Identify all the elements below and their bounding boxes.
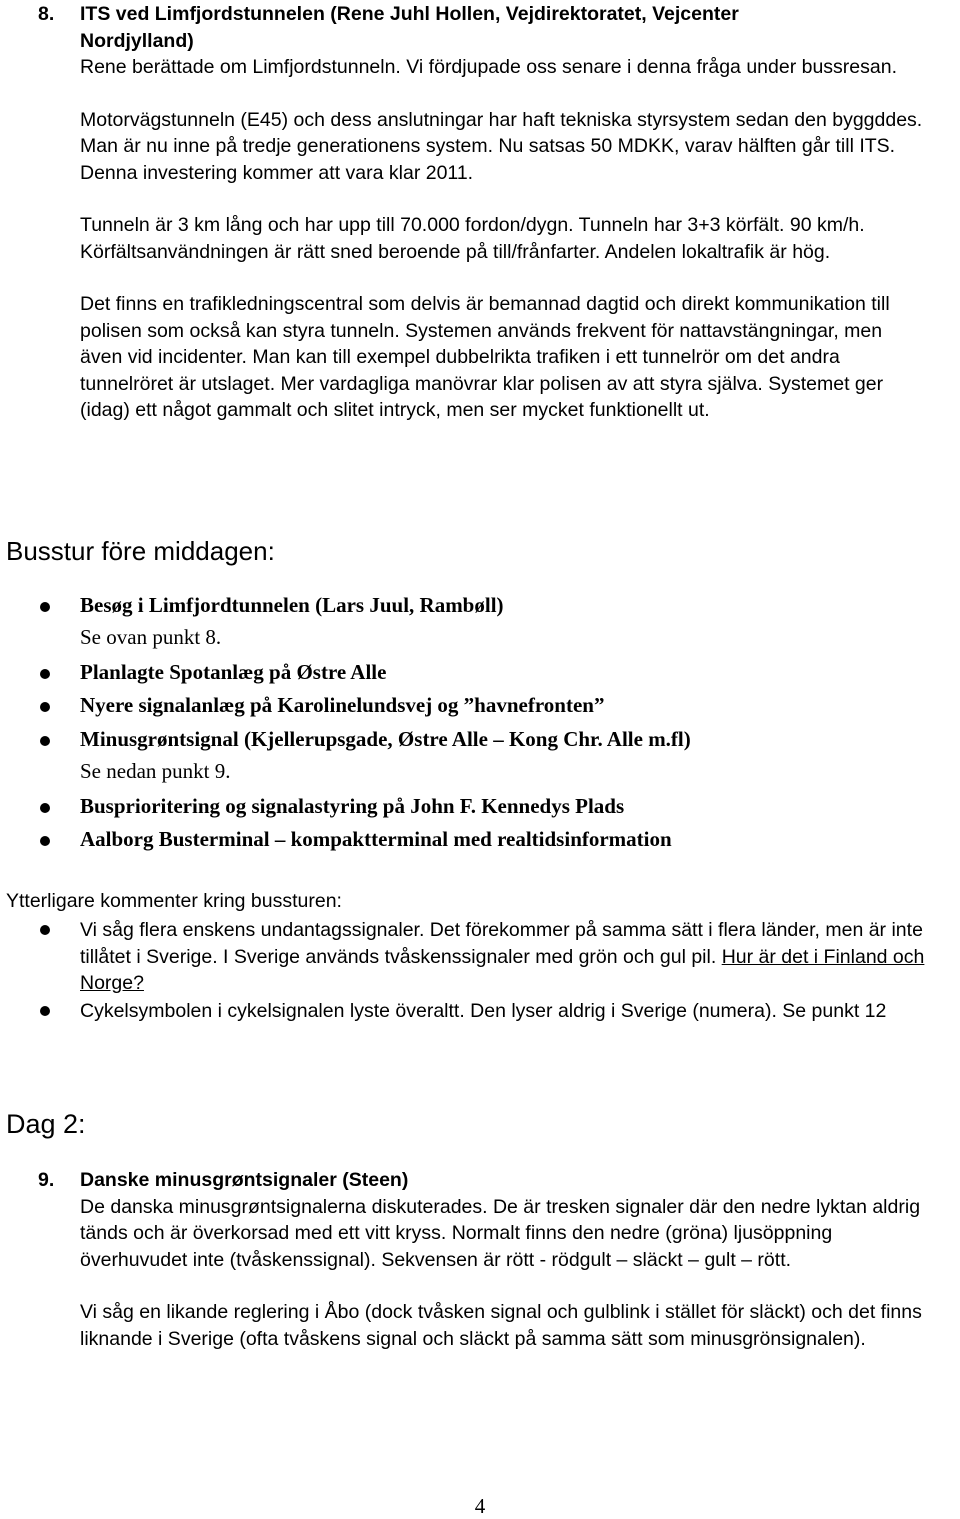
section-8-number: 8. bbox=[38, 3, 55, 25]
bullet-icon bbox=[40, 736, 50, 746]
section-8-heading bbox=[80, 1, 955, 54]
section-8-heading-line1: ITS ved Limfjordstunnelen (Rene Juhl Hollen, Vejdirektoratet, Vejcenter bbox=[80, 3, 739, 25]
section-8-paragraph-1: Motorvägstunneln (E45) och dess anslutningar har haft tekniska styrsystem sedan den byggddes. Man är nu inne på tredje generationens system. Nu satsas 50 MDKK, varav hälften går till ITS. Denna investering kommer att vara klar 2011. bbox=[80, 108, 923, 184]
list-item: Busprioritering og signalastyring på John F. Kennedys Plads bbox=[80, 794, 625, 818]
comments-item-1-text: Vi såg flera enskens undantagssignaler. Det förekommer på samma sätt i flera länder, men är inte tillåtet i Sverige. I Sverige används tvåskenssignaler med grön och gul pil. bbox=[80, 919, 923, 968]
bullet-icon bbox=[40, 669, 50, 679]
bullet-icon bbox=[40, 702, 50, 712]
bullet-icon bbox=[40, 803, 50, 813]
section-8-paragraph-2: Tunneln är 3 km lång och har upp till 70.000 fordon/dygn. Tunneln har 3+3 körfält. 90 km/h. Körfältsanvändningen är rätt sned beroende på till/frånfarter. Andelen lokaltrafik är hög. bbox=[80, 214, 865, 263]
section-8-body bbox=[80, 1, 955, 450]
list-item-note: Se nedan punkt 9. bbox=[80, 759, 231, 783]
list-item: Nyere signalanlæg på Karolinelundsvej og ”havnefronten” bbox=[80, 693, 605, 717]
bullet-icon bbox=[40, 1006, 50, 1016]
page-number: 4 bbox=[474, 1494, 486, 1518]
section-9-number: 9. bbox=[38, 1169, 55, 1191]
bullet-icon bbox=[40, 836, 50, 846]
section-8-paragraph-3: Det finns en trafikledningscentral som delvis är bemannad dagtid och direkt kommunikation till polisen som också kan styra tunneln. Systemen används frekvent för nattavstängningar, men även vid incidenter. Man kan till exempel dubbelrikta trafiken i ett tunnelrör om det andra tunnelröret är utslaget. Mer vardagliga manövrar klar polisen av att styra själva. Systemet ger (idag) ett något gammalt och slitet intryck, men ser mycket funktionellt ut. bbox=[80, 293, 890, 421]
day2-heading: Dag 2: bbox=[6, 1109, 86, 1139]
comments-item-2: Cykelsymbolen i cykelsignalen lyste överaltt. Den lyser aldrig i Sverige (numera). Se punkt 12 bbox=[80, 1000, 887, 1022]
comments-heading: Ytterligare kommenter kring bussturen: bbox=[6, 890, 342, 912]
list-item bbox=[80, 592, 950, 651]
bullet-icon bbox=[40, 925, 50, 935]
list-item: Planlagte Spotanlæg på Østre Alle bbox=[80, 660, 387, 684]
list-item-title: Besøg i Limfjordtunnelen (Lars Juul, Rambøll) bbox=[80, 593, 504, 617]
bustour-heading: Busstur före middagen: bbox=[6, 536, 275, 566]
bullet-icon bbox=[40, 602, 50, 612]
section-9-heading: Danske minusgrøntsignaler (Steen) bbox=[80, 1169, 409, 1191]
finland-norway-question: Hur är det i Finland och Norge? bbox=[80, 945, 925, 994]
list-item-title: Minusgrøntsignal (Kjellerupsgade, Østre Alle – Kong Chr. Alle m.fl) bbox=[80, 727, 691, 751]
list-item: Aalborg Busterminal – kompaktterminal med realtidsinformation bbox=[80, 827, 672, 851]
section-9-body bbox=[80, 1167, 955, 1378]
section-8-intro: Rene berättade om Limfjordstunneln. Vi fördjupade oss senare i denna fråga under bussresan. bbox=[80, 56, 897, 78]
list-item bbox=[80, 726, 950, 785]
section-8-heading-line2: Nordjylland) bbox=[80, 29, 194, 52]
comments-item-1 bbox=[80, 917, 940, 997]
section-9-paragraph-2: Vi såg en likande reglering i Åbo (dock tvåsken signal och gulblink i stället för släckt) och det finns liknande i Sverige (ofta tvåskens signal och släckt på samma sätt som minusgrönsignalen). bbox=[80, 1301, 922, 1350]
section-9-paragraph-1: De danska minusgrøntsignalerna diskuterades. De är tresken signaler där den nedre lyktan aldrig tänds och är överkorsad med ett vitt kryss. Normalt finns den nedre (gröna) ljusöppning överhuvudet inte (tvåskenssignal). Sekvensen är rött - rödgult – släckt – gult – rött. bbox=[80, 1195, 921, 1271]
list-item-note: Se ovan punkt 8. bbox=[80, 625, 222, 649]
